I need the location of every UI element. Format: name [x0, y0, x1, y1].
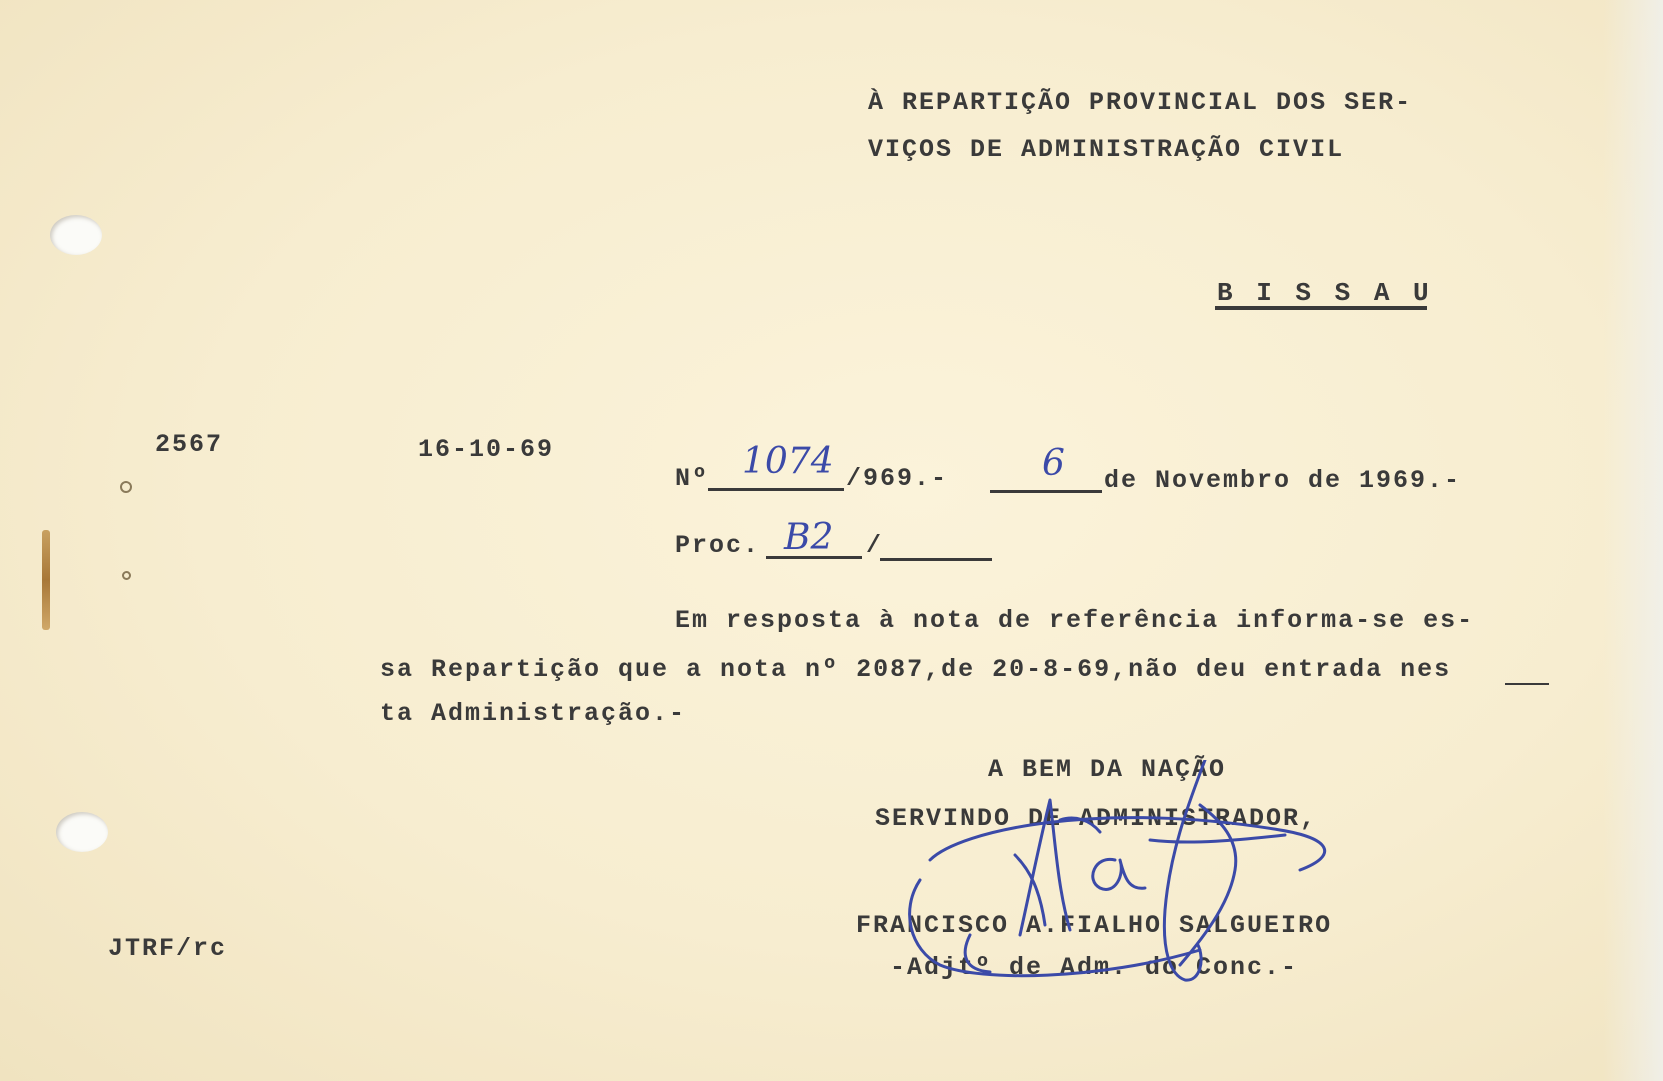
addressee-line-1: À REPARTIÇÃO PROVINCIAL DOS SER- [868, 88, 1413, 117]
reference-date: 16-10-69 [418, 435, 555, 464]
addressee-line-2: VIÇOS DE ADMINISTRAÇÃO CIVIL [868, 135, 1345, 164]
signatory-name: FRANCISCO A.FIALHO SALGUEIRO [856, 911, 1333, 940]
closing-line-2: SERVINDO DE ADMINISTRADOR, [875, 804, 1318, 833]
pin-hole-2 [122, 571, 131, 580]
number-label: Nº [675, 464, 710, 493]
number-blank [708, 488, 844, 491]
closing-line-1: A BEM DA NAÇÃO [988, 755, 1227, 784]
pin-hole-1 [120, 481, 132, 493]
proc-label: Proc. [675, 531, 761, 560]
typist-initials: JTRF/rc [108, 934, 228, 963]
number-handwritten: 1074 [742, 441, 834, 482]
body-line-3: ta Administração.- [380, 699, 687, 728]
day-handwritten: 6 [1042, 443, 1065, 484]
punch-hole-top [50, 215, 102, 255]
reference-number: 2567 [155, 430, 224, 459]
staple-mark [42, 530, 50, 630]
body-line-2: sa Repartição que a nota nº 2087,de 20-8-69,não deu entrada nes [380, 655, 1452, 684]
punch-hole-bottom [56, 812, 108, 852]
body-line-2-underline [1505, 683, 1549, 685]
year-suffix: /969.- [846, 464, 949, 493]
date-text: de Novembro de 1969.- [1104, 466, 1462, 495]
proc-handwritten: B2 [784, 517, 834, 558]
proc-blank-2 [880, 558, 992, 561]
city-underline [1215, 306, 1427, 310]
body-line-1: Em resposta à nota de referência informa-se es- [675, 606, 1475, 635]
day-blank [990, 490, 1102, 493]
signatory-title: -Adjtº de Adm. do Conc.- [890, 953, 1299, 982]
city-name: B I S S A U [1217, 278, 1433, 308]
handwritten-signature [900, 760, 1380, 1050]
proc-slash: / [866, 531, 884, 560]
